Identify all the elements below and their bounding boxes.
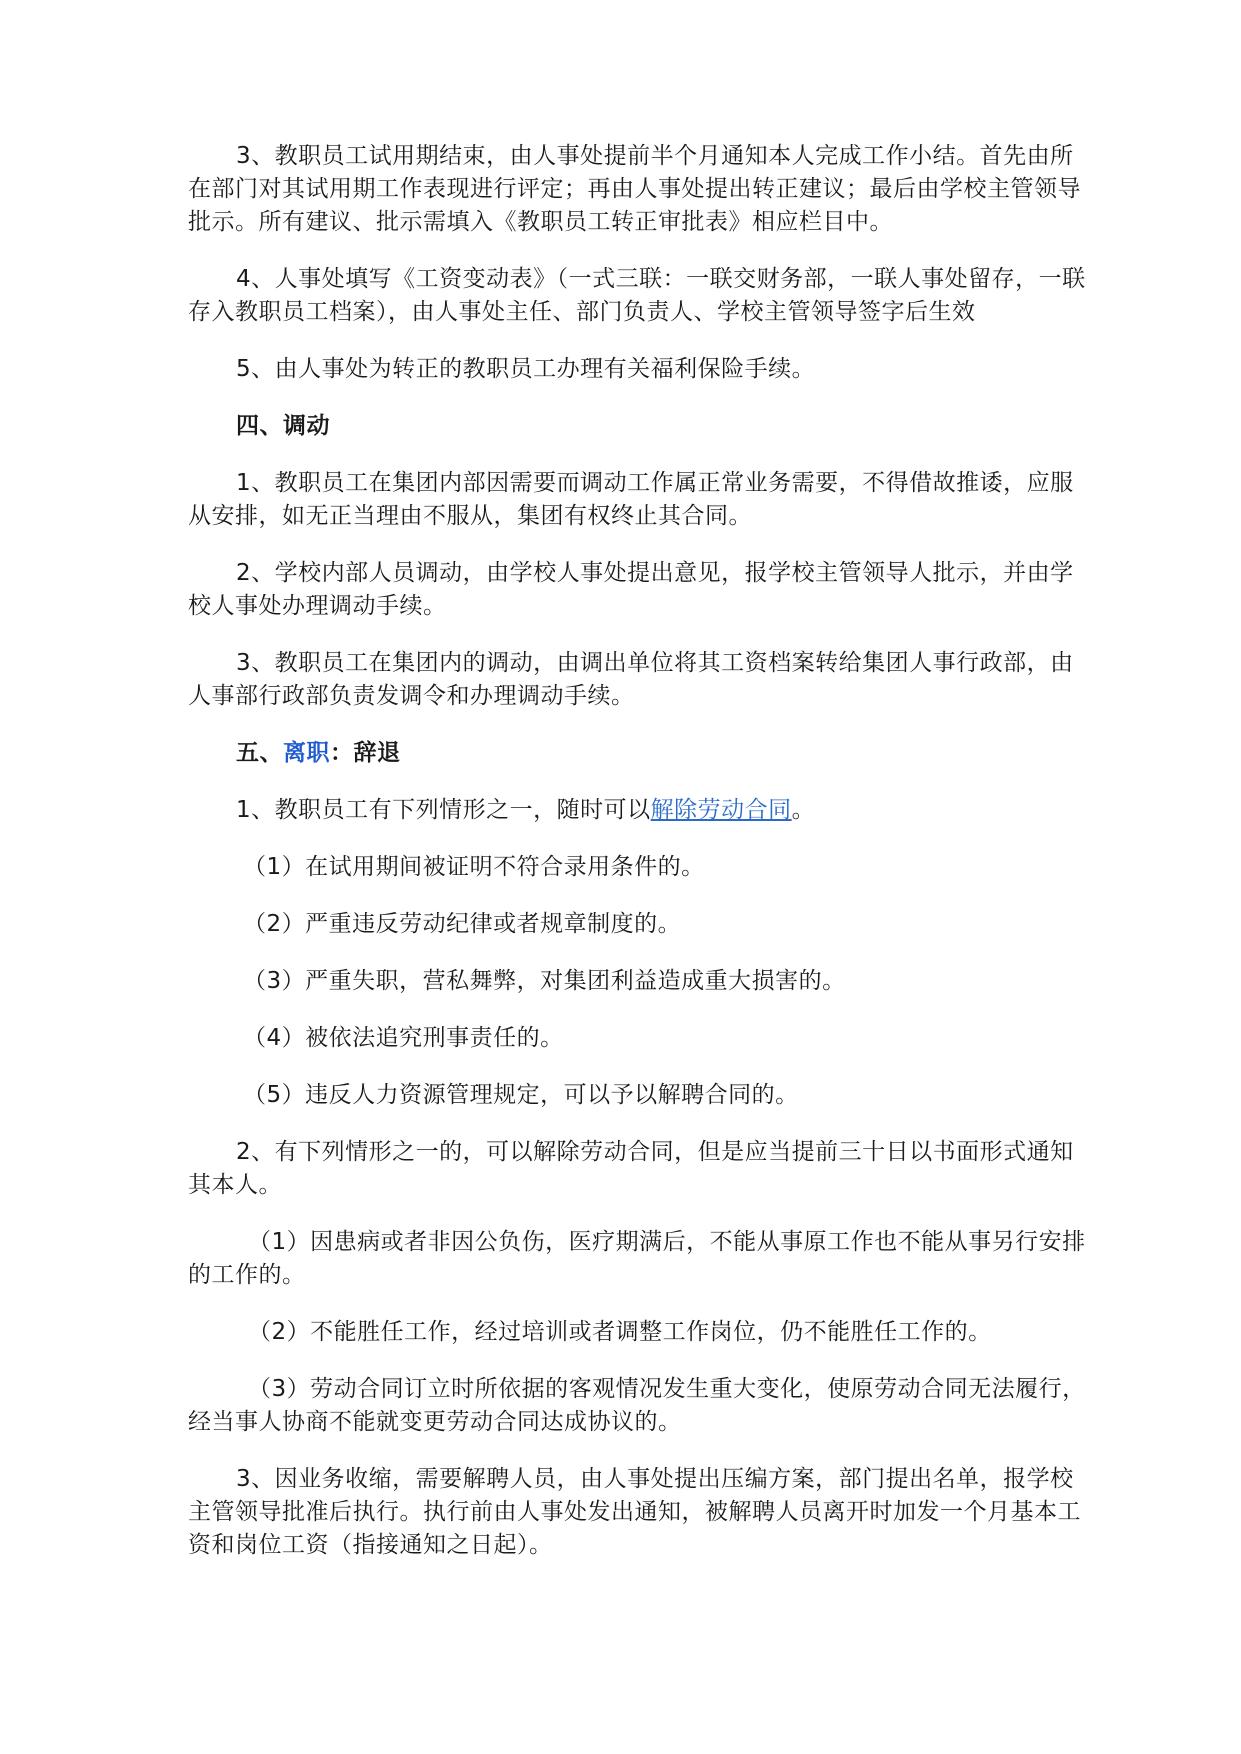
paragraph-salary-change: 4、人事处填写《工资变动表》（一式三联：一联交财务部，一联人事处留存，一联存入教职员工档案），由人事处主任、部门负责人、学校主管领导签字后生效 bbox=[188, 266, 1086, 325]
section-heading-transfer: 四、调动 bbox=[236, 413, 330, 439]
intro-text: 1、教职员工有下列情形之一，随时可以 bbox=[236, 797, 651, 823]
paragraph-dismissal-intro bbox=[188, 794, 1093, 827]
heading-suffix: ：辞退 bbox=[330, 740, 401, 766]
terminate-contract-link[interactable]: 解除劳动合同 bbox=[650, 797, 792, 823]
document-body bbox=[188, 140, 1093, 1586]
intro-end: 。 bbox=[791, 797, 816, 823]
paragraph-transfer-2: 2、学校内部人员调动，由学校人事处提出意见，报学校主管领导人批示，并由学校人事处办理调动手续。 bbox=[188, 560, 1074, 619]
paragraph-layoff: 3、因业务收缩，需要解聘人员，由人事处提出压编方案，部门提出名单，报学校主管领导批准后执行。执行前由人事处发出通知，被解聘人员离开时加发一个月基本工资和岗位工资（指接通知之日起）。 bbox=[188, 1466, 1081, 1558]
list-item: （1）在试用期间被证明不符合录用条件的。 bbox=[243, 854, 705, 880]
list-item: （3）劳动合同订立时所依据的客观情况发生重大变化，使原劳动合同无法履行，经当事人协商不能就变更劳动合同达成协议的。 bbox=[188, 1376, 1086, 1435]
paragraph-transfer-3: 3、教职员工在集团内的调动，由调出单位将其工资档案转给集团人事行政部，由人事部行政部负责发调令和办理调动手续。 bbox=[188, 650, 1074, 709]
list-item: （3）严重失职，营私舞弊，对集团利益造成重大损害的。 bbox=[243, 968, 846, 994]
list-item: （4）被依法追究刑事责任的。 bbox=[243, 1025, 564, 1051]
paragraph-probation-end: 3、教职员工试用期结束，由人事处提前半个月通知本人完成工作小结。首先由所在部门对其试用期工作表现进行评定；再由人事处提出转正建议；最后由学校主管领导批示。所有建议、批示需填入《教职员工转正审批表》相应栏目中。 bbox=[188, 143, 1081, 235]
list-item: （1）因患病或者非因公负伤，医疗期满后，不能从事原工作也不能从事另行安排的工作的。 bbox=[188, 1229, 1086, 1288]
list-item: （5）违反人力资源管理规定，可以予以解聘合同的。 bbox=[243, 1082, 799, 1108]
heading-prefix: 五、 bbox=[236, 740, 283, 766]
list-item: （2）严重违反劳动纪律或者规章制度的。 bbox=[243, 911, 682, 937]
paragraph-notice-termination: 2、有下列情形之一的，可以解除劳动合同，但是应当提前三十日以书面形式通知其本人。 bbox=[188, 1139, 1074, 1198]
paragraph-welfare: 5、由人事处为转正的教职员工办理有关福利保险手续。 bbox=[236, 356, 816, 382]
list-item: （2）不能胜任工作，经过培训或者调整工作岗位，仍不能胜任工作的。 bbox=[248, 1319, 992, 1345]
section-heading-resignation bbox=[188, 737, 1093, 770]
paragraph-transfer-1: 1、教职员工在集团内部因需要而调动工作属正常业务需要，不得借故推诿，应服从安排，如无正当理由不服从，集团有权终止其合同。 bbox=[188, 470, 1074, 529]
heading-keyword-link[interactable]: 离职 bbox=[283, 740, 330, 766]
